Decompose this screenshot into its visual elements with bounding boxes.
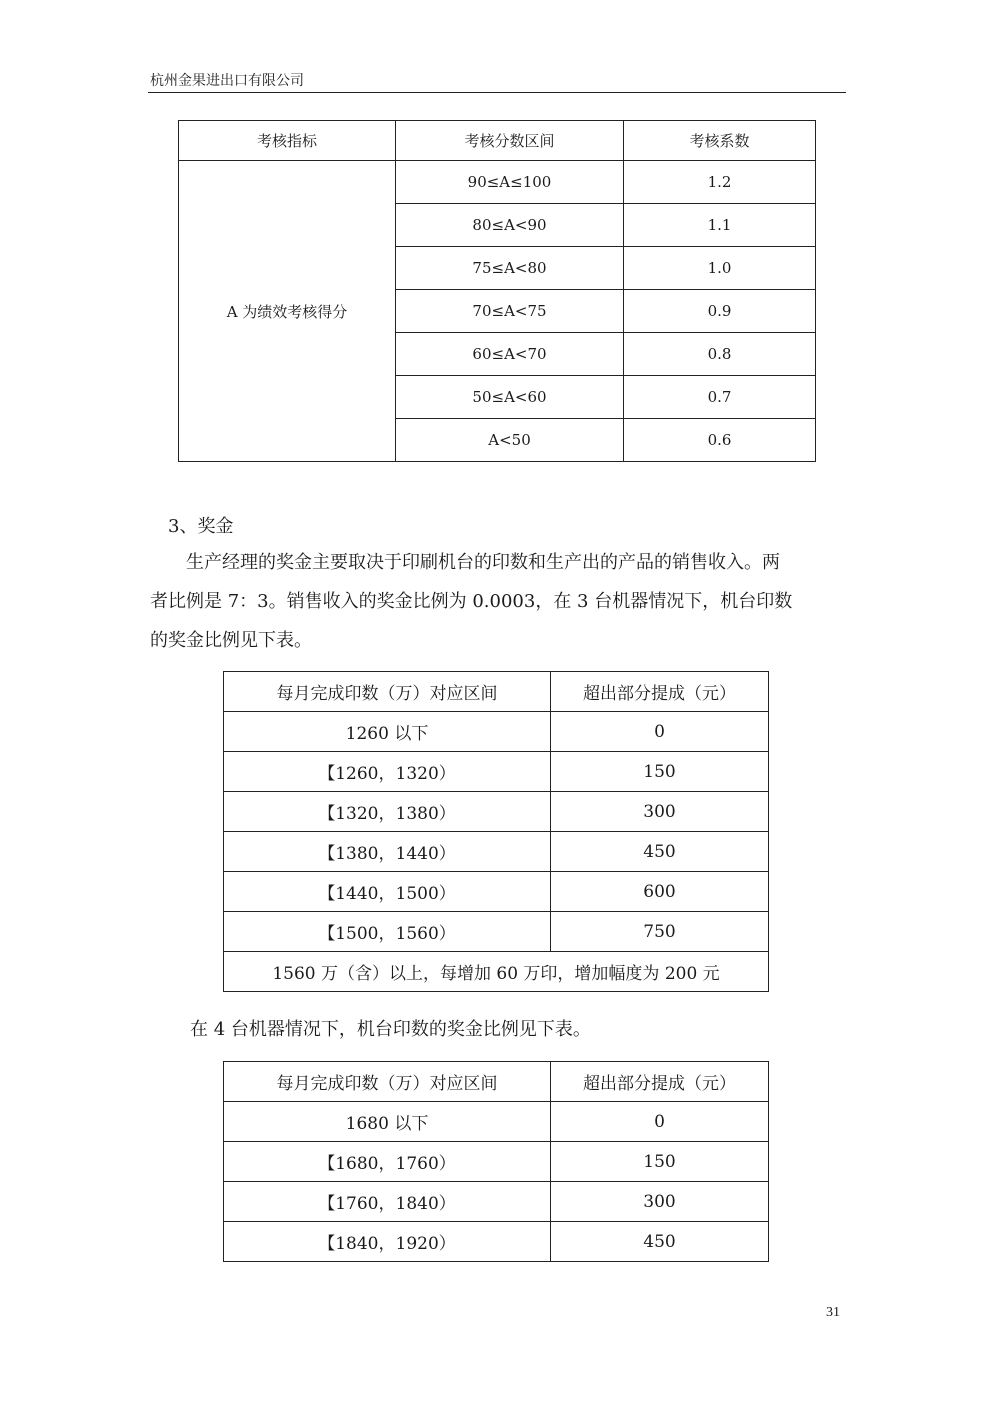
bonus-cell: 300: [551, 792, 769, 832]
score-range-cell: 90≤A≤100: [396, 161, 624, 204]
print-range-cell: 【1380，1440）: [224, 832, 551, 872]
paragraph-line: 者比例是 7：3。销售收入的奖金比例为 0.0003，在 3 台机器情况下，机台印数: [150, 591, 793, 612]
paragraph-line: 生产经理的奖金主要取决于印刷机台的印数和生产出的产品的销售收入。两: [150, 552, 780, 573]
bonus-table-3-machines: [223, 671, 769, 992]
table-header-row: [224, 672, 769, 712]
bonus-cell: 450: [551, 1222, 769, 1262]
column-header: 考核系数: [624, 121, 816, 161]
performance-coefficient-table: [178, 120, 816, 462]
column-header: 考核指标: [179, 121, 396, 161]
header-divider: [148, 92, 846, 93]
table-row: [224, 1102, 769, 1142]
coefficient-cell: 0.8: [624, 333, 816, 376]
coefficient-cell: 0.6: [624, 419, 816, 462]
column-header: 每月完成印数（万）对应区间: [224, 1062, 551, 1102]
paragraph-line: 的奖金比例见下表。: [150, 630, 312, 651]
bonus-cell: 150: [551, 1142, 769, 1182]
table-header-row: [179, 121, 816, 161]
bonus-cell: 750: [551, 912, 769, 952]
page-number: 31: [826, 1305, 840, 1320]
coefficient-cell: 1.0: [624, 247, 816, 290]
print-range-cell: 【1500，1560）: [224, 912, 551, 952]
bonus-cell: 0: [551, 712, 769, 752]
column-header: 每月完成印数（万）对应区间: [224, 672, 551, 712]
bonus-cell: 300: [551, 1182, 769, 1222]
paragraph-line: 在 4 台机器情况下，机台印数的奖金比例见下表。: [190, 1019, 591, 1040]
table-row: [224, 1142, 769, 1182]
print-range-cell: 【1320，1380）: [224, 792, 551, 832]
print-range-cell: 【1440，1500）: [224, 872, 551, 912]
coefficient-cell: 1.1: [624, 204, 816, 247]
score-range-cell: 80≤A<90: [396, 204, 624, 247]
bonus-cell: 150: [551, 752, 769, 792]
table-header-row: [224, 1062, 769, 1102]
score-range-cell: 70≤A<75: [396, 290, 624, 333]
company-header: 杭州金果进出口有限公司: [150, 73, 304, 89]
bonus-cell: 600: [551, 872, 769, 912]
print-range-cell: 【1840，1920）: [224, 1222, 551, 1262]
print-range-cell: 1680 以下: [224, 1102, 551, 1142]
score-range-cell: 60≤A<70: [396, 333, 624, 376]
score-range-cell: A<50: [396, 419, 624, 462]
table-row: [224, 792, 769, 832]
column-header: 超出部分提成（元）: [551, 672, 769, 712]
section-heading: 3、奖金: [168, 516, 234, 537]
print-range-cell: 1260 以下: [224, 712, 551, 752]
table-row: [224, 832, 769, 872]
indicator-cell: A 为绩效考核得分: [179, 161, 396, 462]
score-range-cell: 50≤A<60: [396, 376, 624, 419]
table-row: [224, 872, 769, 912]
table-footer-row: [224, 952, 769, 992]
coefficient-cell: 0.9: [624, 290, 816, 333]
bonus-cell: 0: [551, 1102, 769, 1142]
table-row: [224, 1182, 769, 1222]
table-row: [224, 752, 769, 792]
footer-note-cell: 1560 万（含）以上，每增加 60 万印，增加幅度为 200 元: [224, 952, 769, 992]
bonus-cell: 450: [551, 832, 769, 872]
coefficient-cell: 1.2: [624, 161, 816, 204]
table-row: [179, 161, 816, 204]
table-row: [224, 712, 769, 752]
score-range-cell: 75≤A<80: [396, 247, 624, 290]
bonus-table-4-machines: [223, 1061, 769, 1262]
column-header: 超出部分提成（元）: [551, 1062, 769, 1102]
column-header: 考核分数区间: [396, 121, 624, 161]
table-row: [224, 1222, 769, 1262]
coefficient-cell: 0.7: [624, 376, 816, 419]
print-range-cell: 【1760，1840）: [224, 1182, 551, 1222]
print-range-cell: 【1260，1320）: [224, 752, 551, 792]
print-range-cell: 【1680，1760）: [224, 1142, 551, 1182]
table-row: [224, 912, 769, 952]
